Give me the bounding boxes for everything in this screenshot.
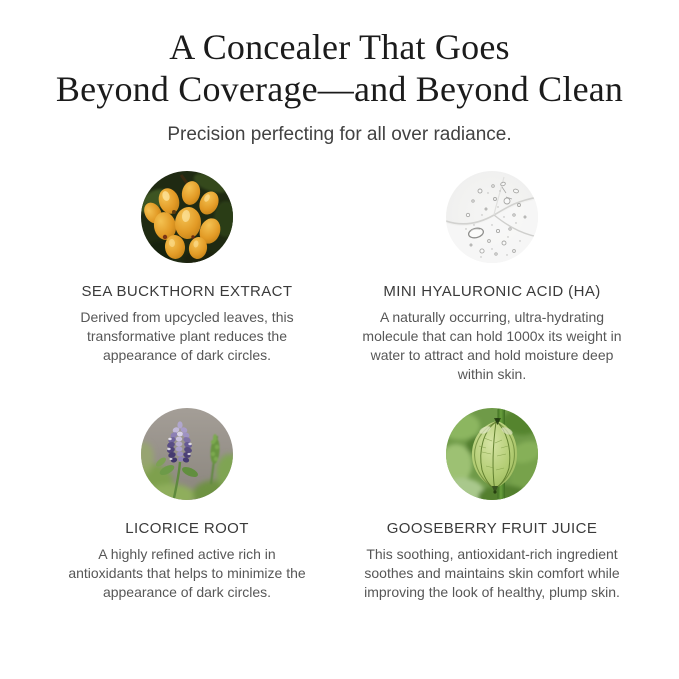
page-subtitle: Precision perfecting for all over radiance. (167, 123, 512, 145)
header (0, 0, 679, 146)
licorice-root-photo (141, 408, 233, 500)
ingredient-card-licorice-root (35, 408, 340, 602)
sea-buckthorn-berries-image (141, 171, 233, 263)
ingredient-name-sea-buckthorn: SEA BUCKTHORN EXTRACT (81, 282, 293, 300)
ingredient-name-hyaluronic-acid: MINI HYALURONIC ACID (HA) (383, 282, 601, 300)
ingredient-card-sea-buckthorn (35, 171, 340, 384)
page-title-line-1: A Concealer That Goes (169, 27, 510, 67)
ingredient-description-licorice-root: A highly refined active rich in antioxidants that helps to minimize the appearance of dark circles. (68, 545, 306, 600)
sea-buckthorn-photo (141, 171, 233, 263)
page-title (0, 26, 679, 111)
licorice-flower-image (141, 408, 233, 500)
gooseberry-photo (446, 408, 538, 500)
ingredient-name-gooseberry: GOOSEBERRY FRUIT JUICE (386, 519, 598, 537)
ingredient-grid (0, 171, 679, 602)
gooseberry-husk-image (446, 408, 538, 500)
hyaluronic-acid-photo (446, 171, 538, 263)
ingredient-description-sea-buckthorn: Derived from upcycled leaves, this transformative plant reduces the appearance of dark circles. (80, 308, 294, 363)
ingredient-card-gooseberry (340, 408, 645, 602)
ingredient-description-hyaluronic-acid: A naturally occurring, ultra-hydrating molecule that can hold 1000x its weight in water to attract and hold moisture deep within skin. (362, 308, 622, 382)
ingredient-name-licorice-root: LICORICE ROOT (125, 519, 249, 537)
clear-gel-bubbles-image (446, 171, 538, 263)
page-title-line-2: Beyond Coverage—and Beyond Clean (55, 69, 624, 110)
ingredient-card-hyaluronic-acid (340, 171, 645, 384)
ingredient-description-gooseberry: This soothing, antioxidant-rich ingredient soothes and maintains skin comfort while improving the look of healthy, plump skin. (364, 545, 620, 600)
